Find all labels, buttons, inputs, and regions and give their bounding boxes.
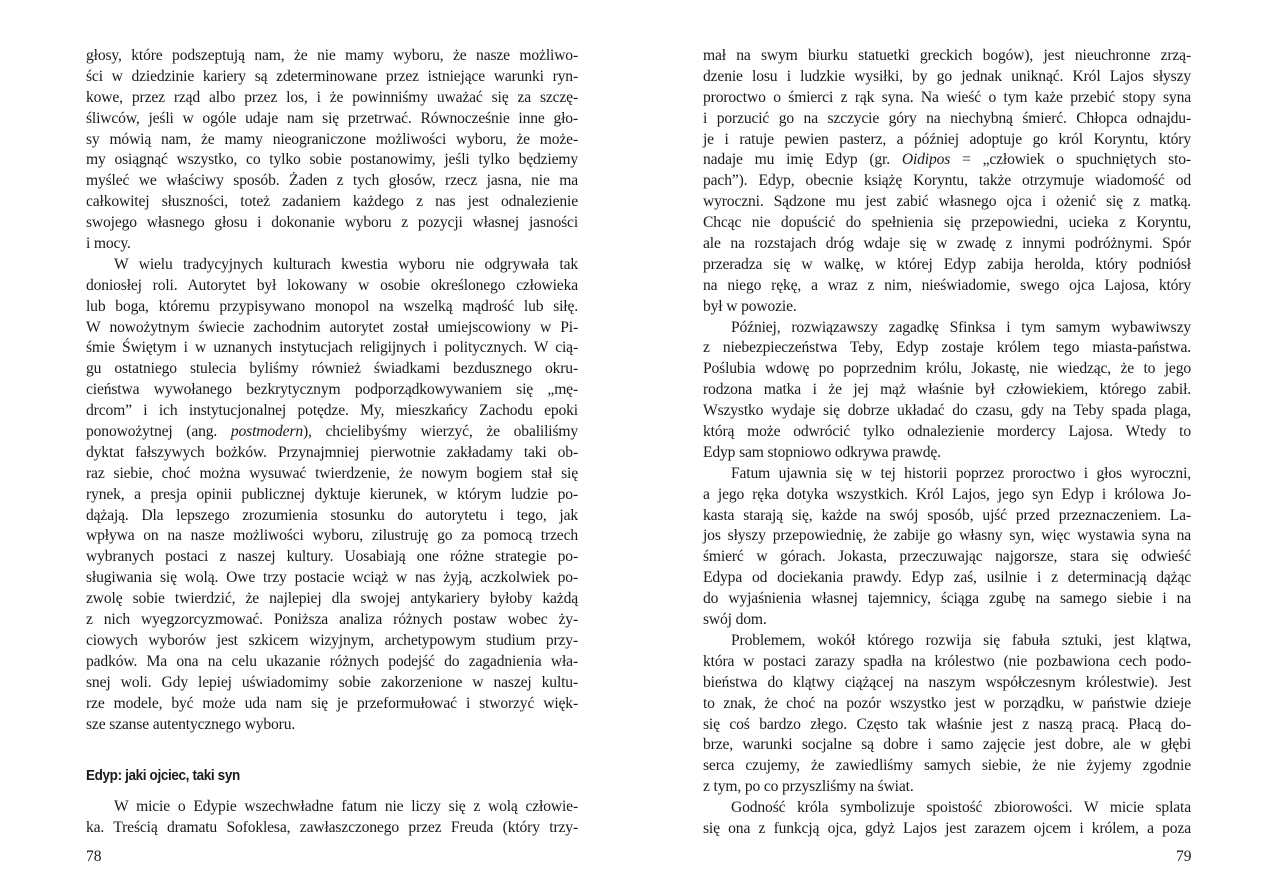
left-page <box>0 0 631 893</box>
text-line: a jego ręka dotyka wszystkich. Król Lajos, jego syn Edyp i królowa Jo- <box>703 485 1191 503</box>
text-line: bieństwa do klątwy ciążącej na naszym współczesnym królestwie). Jest <box>703 673 1191 691</box>
text-line: z nich wyegzorcyzmować. Poniższa analiza różnych postaw wobec ży- <box>86 611 578 629</box>
text-line: nadaje mu imię Edyp (gr. Oidipos = „człowiek o spuchniętych sto- <box>703 151 1191 169</box>
text-line: jos słyszy przepowiednię, że zabije go własny syn, więc wystawia syna na <box>703 527 1191 545</box>
text-line: drcom” i ich instytucjonalnej potędze. My, mieszkańcy Zachodu epoki <box>86 402 578 420</box>
text-line: śliwców, jeśli w ogóle udaje nam się przetrwać. Równocześnie inne gło- <box>86 109 578 127</box>
text-line: myśleć we właściwy sposób. Żaden z tych głosów, rzecz jasna, nie ma <box>86 172 578 190</box>
text-line: proroctwo o śmierci z rąk syna. Na wieść o tym każe przebić stopy syna <box>703 88 1191 106</box>
text-line: która w postaci zarazy spadła na królestwo (nie pozbawiona cech podo- <box>703 652 1191 670</box>
text-line: gu ostatniego stulecia byliśmy również świadkami bezdusznego okru- <box>86 360 578 378</box>
paragraph <box>703 798 1191 840</box>
text-line: padków. Ma ona na celu ukazanie różnych podejść do zagadnienia wła- <box>86 652 578 670</box>
text-line: którą może odwrócić tylko odnalezienie mordercy Lajosa. Wtedy to <box>703 423 1191 441</box>
right-text-column <box>703 46 1191 840</box>
text-line: sze szanse autentycznego wyboru. <box>86 715 296 733</box>
text-line: W wielu tradycyjnych kulturach kwestia wyboru nie odgrywała tak <box>114 255 578 273</box>
text-line: ka. Treścią dramatu Sofoklesa, zawłaszczonego przez Freuda (który trzy- <box>86 819 578 837</box>
right-page <box>631 0 1263 893</box>
section-heading: Edyp: jaki ojciec, taki syn <box>86 767 240 785</box>
paragraph <box>86 797 578 839</box>
text-line: wpływa on na nasze możliwości wyboru, zilustruję go za pomocą trzech <box>86 527 578 545</box>
page-number: 79 <box>1176 848 1192 865</box>
emphasis: Oidipos <box>901 151 951 169</box>
text-line: dzenie losu i ludzkie wysiłki, by go jednak uniknąć. Król Lajos słyszy <box>703 67 1191 85</box>
text-line: je i ratuje pewien pasterz, a później adoptuje go król Koryntu, który <box>703 130 1191 148</box>
text-line: swój dom. <box>703 611 767 629</box>
text-line: wyroczni. Sądzone mu jest zabić własnego ojca i ożenić się z matką. <box>703 193 1191 211</box>
text-line: cieństwa wywołanego bezkrytycznym podporządkowywaniem się „mę- <box>86 381 578 399</box>
text-line: się ona z funkcją ojca, gdyż Lajos jest zarazem ojcem i królem, a poza <box>703 819 1191 837</box>
text-line: Poślubia wdowę po poprzednim królu, Jokastę, nie wiedząc, że to jego <box>703 360 1191 378</box>
text-line: ciowych wyborów jest szkicem wizyjnym, archetypowym studium przy- <box>86 631 578 649</box>
text-line: na niego rękę, a wraz z nim, nieświadomie, swego ojca Lajosa, który <box>703 276 1191 294</box>
left-text-column <box>86 46 578 839</box>
text-line: Edypa od dociekania prawdy. Edyp zaś, usilnie i z determinacją dążąc <box>703 569 1191 587</box>
text-line: Edyp sam stopniowo odkrywa prawdę. <box>703 443 941 461</box>
emphasis: postmodern <box>230 423 304 441</box>
text-line: kasta starają się, każde na swój sposób, ujść przed przeznaczeniem. La- <box>703 506 1191 524</box>
paragraph <box>703 464 1191 631</box>
text-line: dyktat fałszywych bożków. Przynajmniej pierwotnie zakładamy taki ob- <box>86 443 578 461</box>
text-line: lub boga, któremu przypisywano monopol na wszelką mądrość lub siłę. <box>86 297 578 315</box>
text-line: rze modele, być może uda nam się je przeformułować i stworzyć więk- <box>86 694 578 712</box>
text-line: ponowożytnej (ang. postmodern), chcielibyśmy wierzyć, że obaliliśmy <box>86 423 579 441</box>
section-spacer <box>86 735 578 761</box>
text-line: Godność króla symbolizuje spoistość zbiorowości. W micie splata <box>731 799 1191 817</box>
text-line: raz siebie, choć można wysuwać twierdzenie, że nowym bogiem stał się <box>86 464 578 482</box>
text-line: Wszystko wydaje się dobrze układać do czasu, gdy na Teby spada plaga, <box>703 402 1191 420</box>
text-line: rodzona matka i że jej mąż właśnie był człowiekiem, którego zabił. <box>703 381 1191 399</box>
text-line: zwolę sobie twierdzić, że najlepiej dla swojej antykariery byłoby każdą <box>86 590 578 608</box>
text-line: W micie o Edypie wszechwładne fatum nie liczy się z wolą człowie- <box>114 798 578 816</box>
paragraph <box>86 255 578 735</box>
text-line: Chcąc nie dopuścić do spełnienia się przepowiedni, ucieka z Koryntu, <box>703 214 1191 232</box>
text-line: my osiągnąć wszystko, co tylko sobie postanowimy, jeśli tylko będziemy <box>86 151 578 169</box>
text-line: z niebezpieczeństwa Teby, Edyp zostaje królem tego miasta-państwa. <box>703 339 1191 357</box>
text-line: Fatum ujawnia się w tej historii poprzez proroctwo i głos wyroczni, <box>731 464 1191 482</box>
text-line: sy mówią nam, że mamy nieograniczone możliwości wyboru, że może- <box>86 130 578 148</box>
text-line: swojego własnego głosu i dokonanie wyboru z pozycji własnej jasności <box>86 214 578 232</box>
text-line: był w powozie. <box>703 297 797 315</box>
text-line: i mocy. <box>86 235 131 253</box>
text-line: Problemem, wokół którego rozwija się fabuła sztuki, jest klątwa, <box>731 631 1191 649</box>
text-line: z tym, po co przyszliśmy na świat. <box>703 778 914 796</box>
text-line: snej woli. Gdy lepiej uświadomimy sobie zakorzenione w naszej kultu- <box>86 673 578 691</box>
text-line: przeradza się w walkę, w której Edyp zabija herolda, który podniósł <box>703 255 1191 273</box>
text-line: wybranych postaci z naszej kultury. Uosabiają one różne strategie po- <box>86 548 578 566</box>
text-line: i porzucić go na szczycie góry na niechybną śmierć. Chłopca odnajdu- <box>703 109 1191 127</box>
text-line: dążają. Dla lepszego zrozumienia stosunku do autorytetu i tego, jak <box>86 506 578 524</box>
paragraph <box>703 318 1191 464</box>
text-line: doniosłej roli. Autorytet był lokowany w osobie określonego człowieka <box>86 276 578 294</box>
text-line: ale na rozstajach dróg wdaje się w zwadę z innymi podróżnymi. Spór <box>703 235 1191 253</box>
text-line: W nowożytnym świecie zachodnim autorytet został umiejscowiony w Pi- <box>86 318 578 336</box>
text-line: Później, rozwiązawszy zagadkę Sfinksa i tym samym wybawiwszy <box>731 318 1191 336</box>
text-line: pach”). Edyp, obecnie książę Koryntu, także otrzymuje wiadomość od <box>703 172 1191 190</box>
text-line: się coś bardzo złego. Często tak właśnie jest z naszą pracą. Płacą do- <box>703 715 1191 733</box>
text-line: serca czujemy, że zawiedliśmy samych siebie, że nie żyjemy zgodnie <box>703 757 1191 775</box>
text-line: to znak, że choć na pozór wszystko jest w porządku, w państwie dzieje <box>703 694 1191 712</box>
text-line: rynek, a presja opinii publicznej dyktuje kierunek, w którym ludzie po- <box>86 485 578 503</box>
text-line: mał na swym biurku statuetki greckich bogów), jest nieuchronne zrzą- <box>703 47 1191 64</box>
paragraph <box>86 46 578 255</box>
text-line: sługiwania się wolą. Owe trzy postacie wciąż w nas żyją, aczkolwiek po- <box>86 569 578 587</box>
paragraph <box>703 46 1191 318</box>
text-line: ści w dziedzinie kariery są zdeterminowane przez istniejące warunki ryn- <box>86 67 578 85</box>
text-line: głosy, które podszeptują nam, że nie mamy wyboru, że nasze możliwo- <box>86 47 578 64</box>
text-line: całkowitej słuszności, toteż zadaniem każdego z nas jest odnalezienie <box>86 193 578 211</box>
text-line: kowe, przez rząd albo przez los, i że powinniśmy uważać się za szczę- <box>86 88 578 106</box>
paragraph <box>703 631 1191 798</box>
text-line: śmierć w górach. Jokasta, przeczuwając najgorsze, stara się odwieść <box>703 548 1191 566</box>
text-line: do wyjaśnienia własnej tajemnicy, ściąga zgubę na samego siebie i na <box>703 590 1191 608</box>
text-line: śmie Świętym i w uznanych instytucjach religijnych i politycznych. W cią- <box>86 339 578 357</box>
text-line: brze, warunki socjalne są dobre i samo zajęcie jest dobre, ale w głębi <box>703 736 1191 754</box>
page-number: 78 <box>86 848 102 865</box>
